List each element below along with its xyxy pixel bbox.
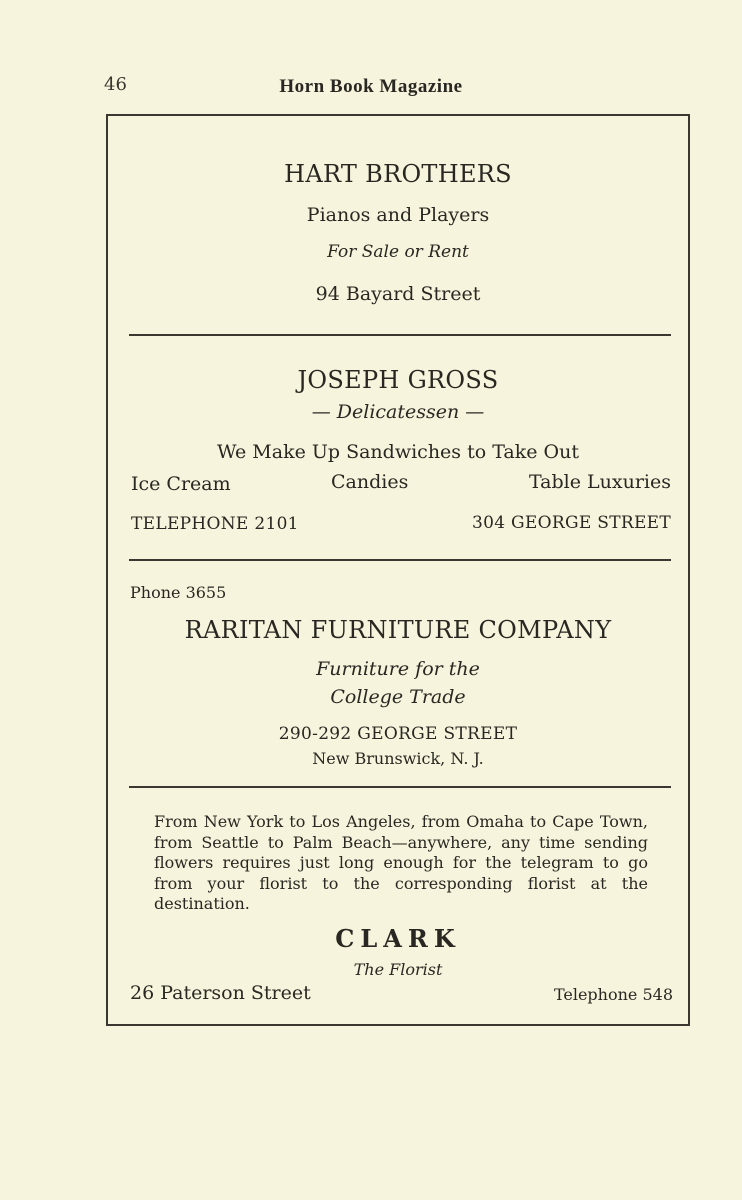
raritan-title: RARITAN FURNITURE COMPANY	[184, 616, 612, 644]
hart-brothers-title: HART BROTHERS	[284, 160, 512, 188]
raritan-phone: Phone 3655	[130, 583, 227, 602]
raritan-address: 290-292 GEORGE STREET	[278, 724, 518, 744]
clark-title: CLARK	[335, 924, 461, 953]
page-number: 46	[104, 74, 127, 95]
clark-body-text: From New York to Los Angeles, from Omaha to Cape Town, from Seattle to Palm Beach—anywhere, any time sending flowers requires just long enough for the telegram to go from your florist to the corresponding florist at the destination.	[154, 812, 648, 913]
divider-rule	[129, 786, 671, 788]
hart-brothers-line1: Pianos and Players	[306, 204, 490, 226]
joseph-gross-item-ice-cream: Ice Cream	[131, 473, 231, 495]
hart-brothers-address: 94 Bayard Street	[315, 283, 481, 305]
joseph-gross-tagline: We Make Up Sandwiches to Take Out	[217, 441, 579, 463]
clark-address: 26 Paterson Street	[130, 982, 311, 1004]
clark-subtitle: The Florist	[353, 960, 443, 979]
joseph-gross-item-candies: Candies	[331, 471, 409, 493]
raritan-line2: College Trade	[330, 686, 466, 708]
joseph-gross-subtitle: — Delicatessen —	[311, 401, 485, 423]
joseph-gross-address: 304 GEORGE STREET	[471, 513, 671, 533]
raritan-line1: Furniture for the	[316, 658, 480, 680]
clark-telephone: Telephone 548	[553, 985, 673, 1004]
running-head: Horn Book Magazine	[279, 76, 463, 97]
joseph-gross-telephone: TELEPHONE 2101	[131, 514, 299, 534]
divider-rule	[129, 334, 671, 336]
raritan-city: New Brunswick, N. J.	[312, 749, 484, 768]
divider-rule	[129, 559, 671, 561]
joseph-gross-title: JOSEPH GROSS	[297, 366, 499, 394]
hart-brothers-line2: For Sale or Rent	[327, 242, 469, 262]
joseph-gross-item-table-luxuries: Table Luxuries	[528, 471, 671, 493]
